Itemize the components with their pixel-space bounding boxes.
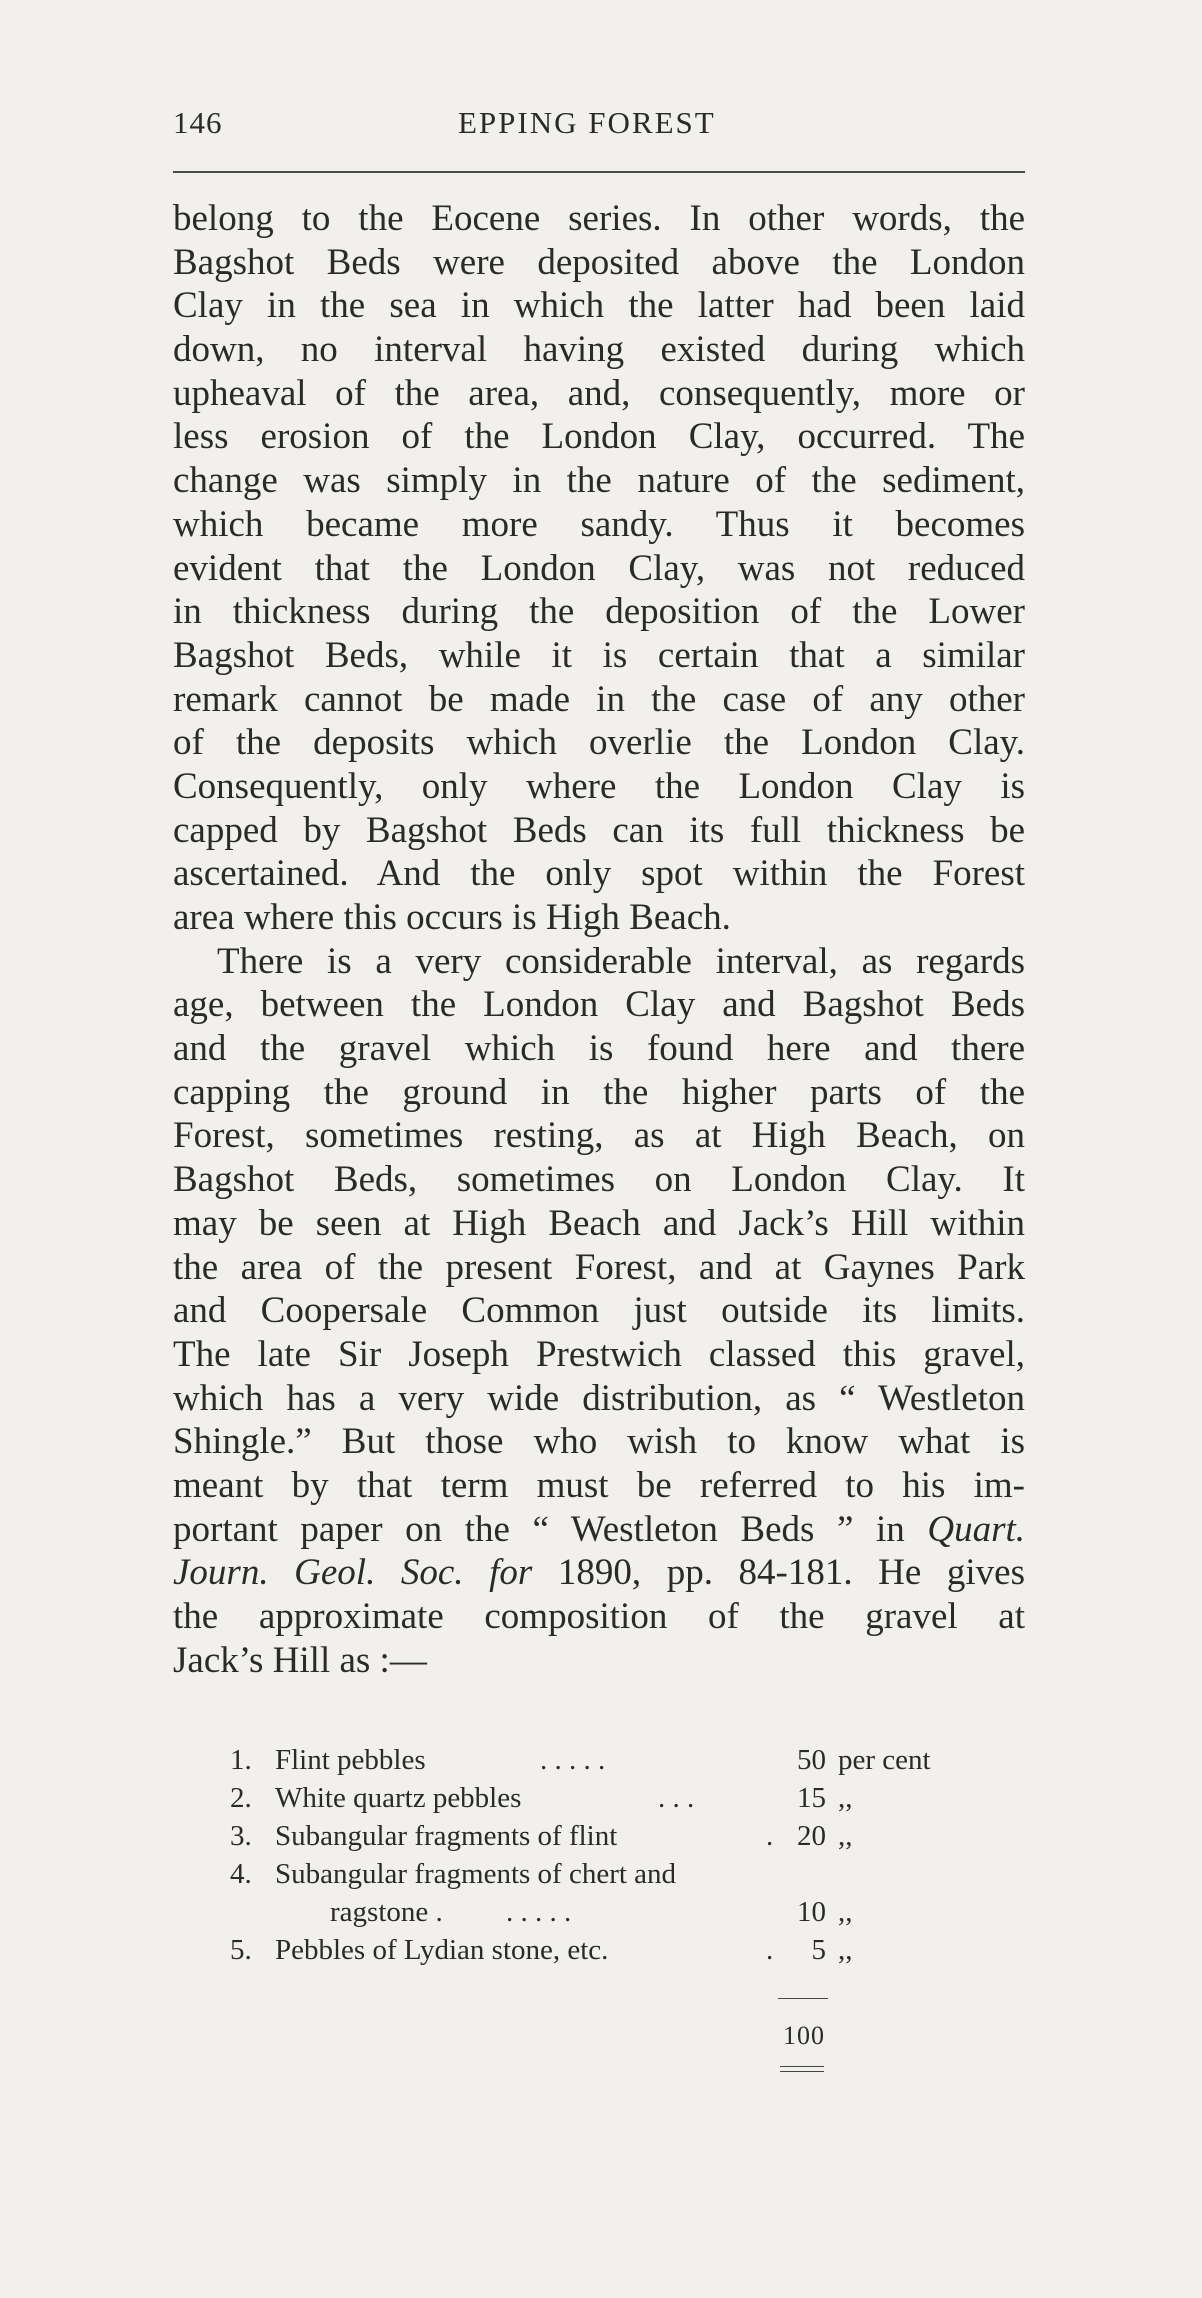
text-line: Clay in the sea in which the latter had been laid: [173, 285, 1025, 327]
item-unit: ,,: [838, 1782, 853, 1814]
item-value: 5: [811, 1934, 826, 1966]
item-number: 4.: [230, 1858, 252, 1890]
item-number: 2.: [230, 1782, 252, 1814]
text-line: the approximate composition of the gravel at: [173, 1596, 1025, 1637]
text-line: The late Sir Joseph Prestwich classed this gravel,: [173, 1333, 1025, 1375]
item-label: ragstone .: [330, 1896, 443, 1928]
table-row: [230, 1931, 1010, 1969]
item-label: Flint pebbles: [275, 1744, 426, 1776]
item-label: Pebbles of Lydian stone, etc.: [275, 1934, 609, 1966]
text-line: Forest, sometimes resting, as at High Beach, on: [173, 1115, 1025, 1157]
text-line: age, between the London Clay and Bagshot Beds: [173, 984, 1025, 1026]
table-row: [230, 1893, 1010, 1931]
item-value: 20: [797, 1820, 826, 1852]
item-unit: per cent: [838, 1744, 931, 1776]
text-line: remark cannot be made in the case of any other: [173, 678, 1025, 720]
text-line: Consequently, only where the London Clay is: [173, 765, 1025, 807]
text-line: There is a very considerable interval, as regards: [217, 940, 1025, 982]
item-number: 5.: [230, 1934, 252, 1966]
text-line: capping the ground in the higher parts of the: [173, 1071, 1025, 1113]
page-number: 146: [173, 105, 223, 140]
journal-title-italic: Journ. Geol. Soc. for: [173, 1552, 533, 1594]
text-line: may be seen at High Beach and Jack’s Hill within: [173, 1202, 1025, 1244]
table-row: [230, 1741, 1010, 1779]
sum-rule: [778, 1998, 828, 1999]
header-rule: [173, 171, 1025, 173]
dot-leader: . . . . .: [506, 1896, 572, 1928]
text-line: Shingle.” But those who wish to know what is: [173, 1421, 1025, 1463]
item-label: Subangular fragments of flint: [275, 1820, 618, 1852]
item-value: 10: [797, 1896, 826, 1928]
text-line: which became more sandy. Thus it becomes: [173, 503, 1025, 545]
text-line: Bagshot Beds were deposited above the London: [173, 241, 1025, 283]
running-title: EPPING FOREST: [458, 105, 716, 140]
text-line: which has a very wide distribution, as “ Westleton: [173, 1377, 1025, 1419]
gravel-composition-table: [230, 1741, 1010, 1969]
text-line: change was simply in the nature of the sediment,: [173, 460, 1025, 502]
text-line: Bagshot Beds, sometimes on London Clay. It: [173, 1159, 1025, 1201]
text-line: down, no interval having existed during which: [173, 329, 1025, 371]
text-segment: 1890, pp. 84-181. He gives: [557, 1552, 1025, 1594]
item-unit: ,,: [838, 1896, 853, 1928]
text-line: the area of the present Forest, and at Gaynes Park: [173, 1246, 1025, 1288]
total-value: 100: [783, 2021, 825, 2050]
text-line: Bagshot Beds, while it is certain that a similar: [173, 634, 1025, 676]
text-line: in thickness during the deposition of the Lower: [173, 591, 1025, 633]
item-number: 3.: [230, 1820, 252, 1852]
text-line: evident that the London Clay, was not reduced: [173, 547, 1025, 589]
table-row: [230, 1817, 1010, 1855]
text-line: capped by Bagshot Beds can its full thickness be: [173, 809, 1025, 851]
text-line: and Coopersale Common just outside its limits.: [173, 1290, 1025, 1332]
text-line: less erosion of the London Clay, occurred. The: [173, 416, 1025, 458]
item-unit: ,,: [838, 1934, 853, 1966]
double-rule-bottom: [780, 2071, 824, 2072]
text-line: meant by that term must be referred to his im-: [173, 1464, 1025, 1506]
item-value: 50: [797, 1744, 826, 1776]
text-line: and the gravel which is found here and there: [173, 1028, 1025, 1070]
dot-leader: .: [766, 1820, 774, 1852]
text-segment: portant paper on the “ Westleton Beds ” in: [173, 1508, 905, 1550]
page-header: [173, 105, 1025, 155]
text-line: of the deposits which overlie the London Clay.: [173, 722, 1025, 764]
item-value: 15: [797, 1782, 826, 1814]
text-line: ascertained. And the only spot within the Forest: [173, 853, 1025, 895]
text-line: upheaval of the area, and, consequently, more or: [173, 372, 1025, 414]
double-rule-top: [780, 2066, 824, 2067]
journal-title-italic: Quart.: [927, 1508, 1026, 1550]
dot-leader: .: [766, 1934, 774, 1966]
item-number: 1.: [230, 1744, 252, 1776]
dot-leader: . . . . .: [540, 1744, 606, 1776]
text-line: area where this occurs is High Beach.: [173, 897, 731, 938]
item-unit: ,,: [838, 1820, 853, 1852]
text-line: [173, 1508, 1025, 1552]
text-line: [173, 1551, 1025, 1595]
text-line: belong to the Eocene series. In other words, the: [173, 198, 1025, 239]
body-text: [173, 197, 1025, 1682]
table-row: [230, 1855, 1010, 1893]
table-row: [230, 1779, 1010, 1817]
text-line: Jack’s Hill as :—: [173, 1639, 427, 1681]
item-label: Subangular fragments of chert and: [275, 1858, 677, 1890]
item-label: White quartz pebbles: [275, 1782, 522, 1814]
dot-leader: . . .: [658, 1782, 695, 1814]
